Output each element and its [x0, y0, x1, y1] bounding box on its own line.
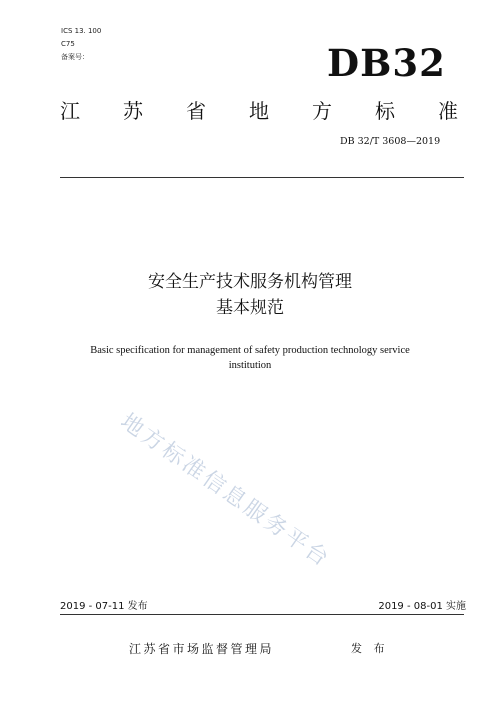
standard-category-title	[60, 97, 458, 125]
english-title-line-2: institution	[228, 360, 272, 371]
standard-title-char: 准	[438, 99, 458, 123]
ccs-code: C75	[61, 40, 75, 48]
watermark: 地方标准信息服务平台	[115, 409, 335, 573]
standard-number: DB 32/T 3608—2019	[340, 136, 441, 147]
standard-title-char: 方	[312, 99, 332, 123]
standard-title-char: 江	[60, 99, 80, 123]
chinese-title-line-2: 基本规范	[216, 298, 284, 318]
implementation-date: 2019 - 08-01 实施	[378, 601, 466, 612]
publish-label: 发 布	[351, 642, 389, 655]
bottom-divider	[60, 614, 464, 615]
ics-code: ICS 13. 100	[61, 27, 102, 35]
standard-title-char: 标	[375, 99, 395, 123]
top-divider	[60, 177, 464, 178]
issuing-authority: 江苏省市场监督管理局	[129, 642, 275, 656]
english-title-line-1: Basic specification for management of safety production technology service	[90, 345, 410, 356]
db32-logo: DB32	[327, 41, 446, 85]
standard-title-char: 省	[186, 99, 206, 123]
issue-date: 2019 - 07-11 发布	[60, 601, 148, 612]
chinese-title-line-1: 安全生产技术服务机构管理	[148, 272, 352, 292]
filing-number-label: 备案号：	[61, 53, 89, 61]
standard-title-char: 苏	[123, 99, 143, 123]
standard-title-char: 地	[249, 99, 269, 123]
